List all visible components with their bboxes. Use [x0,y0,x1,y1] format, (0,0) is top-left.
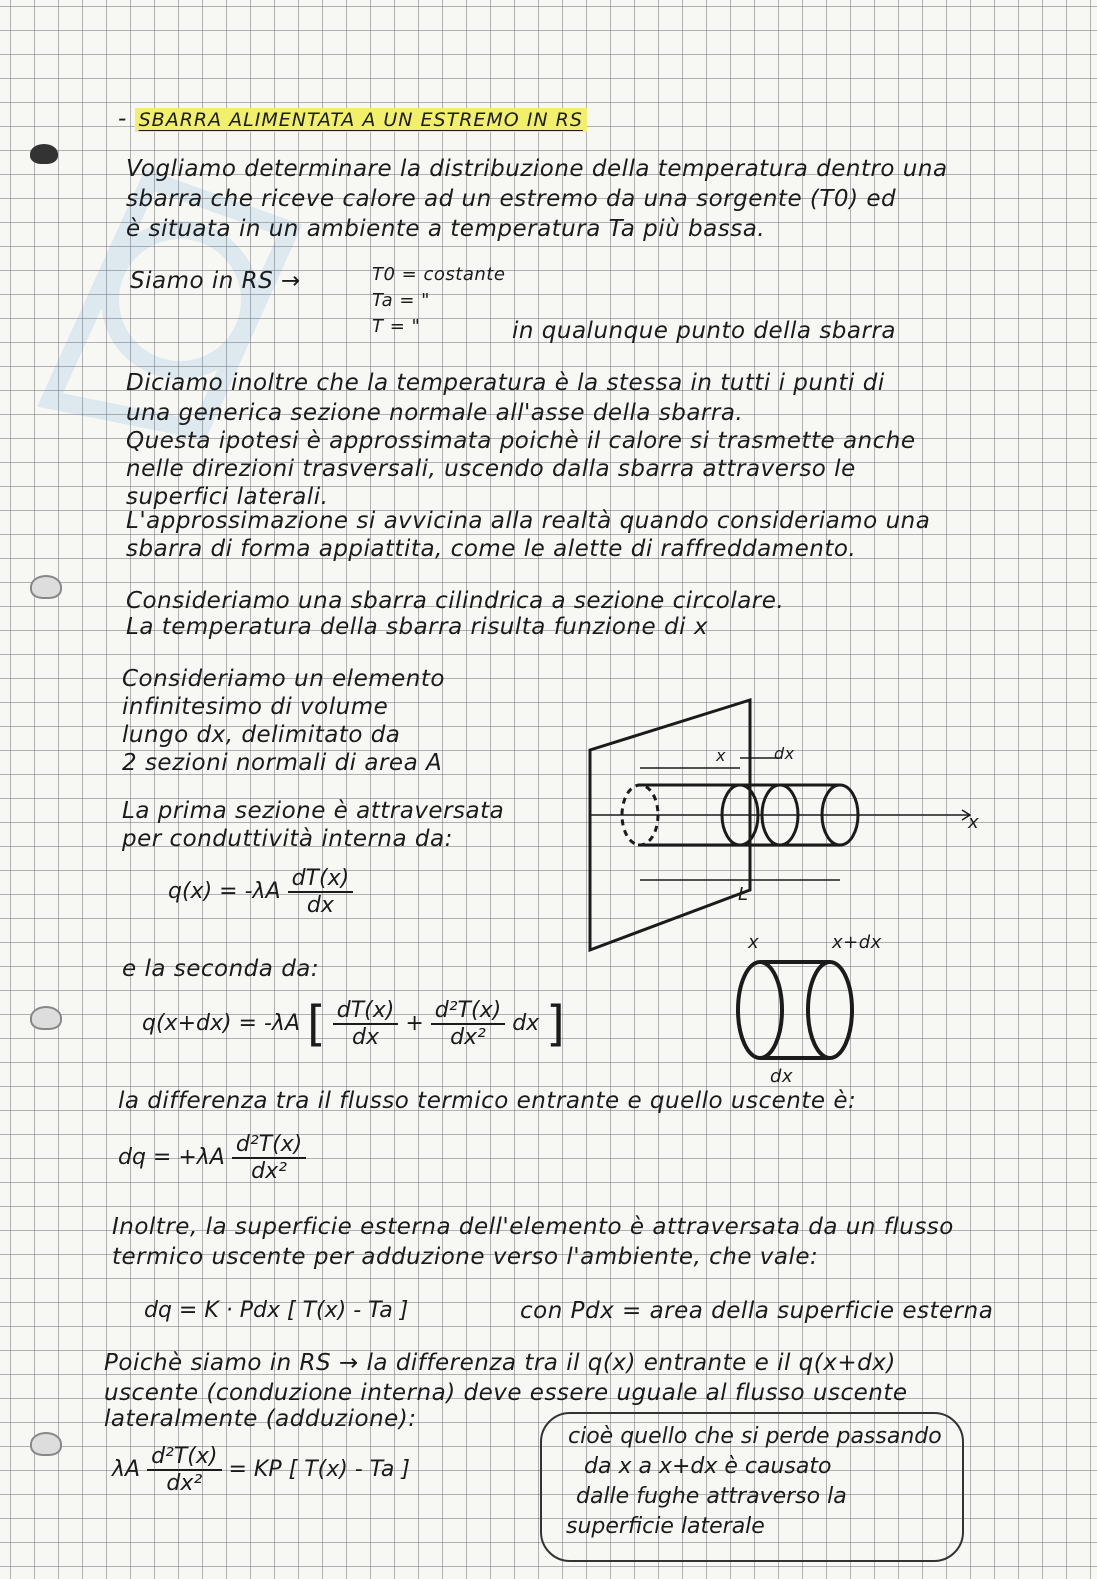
binder-hole [30,575,62,599]
diagram-label-xdx: x+dx [832,932,882,953]
difference-line: la differenza tra il flusso termico entrante e quello uscente è: [118,1088,857,1114]
first-section-line: La prima sezione è attraversata [122,798,505,824]
conclusion-line: Poichè siamo in RS → la differenza tra il q(x) entrante e il q(x+dx) [104,1350,896,1376]
conclusion-line: uscente (conduzione interna) deve essere uguale al flusso uscente [104,1380,908,1406]
intro-line: sbarra che riceve calore ad un estremo da una sorgente (T0) ed [126,186,897,212]
element-line: Consideriamo un elemento [122,666,445,692]
hypothesis-line: Questa ipotesi è approssimata poichè il calore si trasmette anche [126,428,916,454]
equation-note: con Pdx = area della superficie esterna [520,1298,994,1324]
hypothesis-line: Diciamo inoltre che la temperatura è la stessa in tutti i punti di [126,370,885,396]
surface-line: Inoltre, la superficie esterna dell'elemento è attraversata da un flusso [112,1214,954,1240]
hypothesis-line: sbarra di forma appiattita, come le alette di raffreddamento. [126,536,857,562]
rs-line: Ta = " [372,290,430,311]
hypothesis-line: una generica sezione normale all'asse della sbarra. [126,400,744,426]
binder-hole [30,1006,62,1030]
page-title: - SBARRA ALIMENTATA A UN ESTREMO IN RS [118,106,587,132]
intro-line: Vogliamo determinare la distribuzione della temperatura dentro una [126,156,948,182]
rs-lead: Siamo in RS → [130,268,301,294]
bar-diagram [570,690,990,960]
note-line: cioè quello che si perde passando [568,1424,942,1449]
diagram-label-x-axis: x [968,812,980,833]
equation-q-x-dx: q(x+dx) = -λA [ $\frac{dT(x)}{dx}$ + $\frac{\text{d²T(x)}}{\text{dx²}}$ dx ] [142,996,565,1052]
binder-hole [30,144,58,164]
second-label: e la seconda da: [122,956,320,982]
equation-balance: λA $\frac{\text{d²T(x)}}{\text{dx²}}$ = KP [ T(x) - Ta ] [112,1444,410,1496]
diagram-label-x: x [716,746,726,765]
element-line: infinitesimo di volume [122,694,389,720]
rs-line: T = " [372,316,421,337]
equation-q-x: q(x) = -λA $\frac{dT(x)}{dx}$ [168,866,353,918]
note-line: da x a x+dx è causato [584,1454,832,1479]
note-line: dalle fughe attraverso la [576,1484,847,1509]
binder-hole [30,1432,62,1456]
cylinder-line: Consideriamo una sbarra cilindrica a sezione circolare. [126,588,785,614]
equation-dq-conduction: dq = +λA $\frac{\text{d²T(x)}}{\text{dx²}}$ [118,1132,306,1184]
element-diagram [720,950,880,1100]
diagram-label-dx-bottom: dx [770,1066,794,1087]
hypothesis-line: L'approssimazione si avvicina alla realtà quando consideriamo una [126,508,931,534]
first-section-line: per conduttività interna da: [122,826,453,852]
rs-tail: in qualunque punto della sbarra [512,318,897,344]
equation-dq-adduction: dq = K · Pdx [ T(x) - Ta ] [144,1298,409,1323]
hypothesis-line: nelle direzioni trasversali, uscendo dalla sbarra attraverso le [126,456,856,482]
element-line: lungo dx, delimitato da [122,722,401,748]
diagram-label-x2: x [748,932,760,953]
diagram-label-L: L [738,884,749,905]
intro-line: è situata in un ambiente a temperatura Ta più bassa. [126,216,766,242]
conclusion-line: lateralmente (adduzione): [104,1406,417,1432]
diagram-label-dx: dx [774,744,795,763]
element-line: 2 sezioni normali di area A [122,750,443,776]
rs-line: T0 = costante [372,264,506,285]
hypothesis-line: superfici laterali. [126,484,329,510]
note-line: superficie laterale [566,1514,765,1539]
cylinder-line: La temperatura della sbarra risulta funzione di x [126,614,708,640]
surface-line: termico uscente per adduzione verso l'ambiente, che vale: [112,1244,819,1270]
